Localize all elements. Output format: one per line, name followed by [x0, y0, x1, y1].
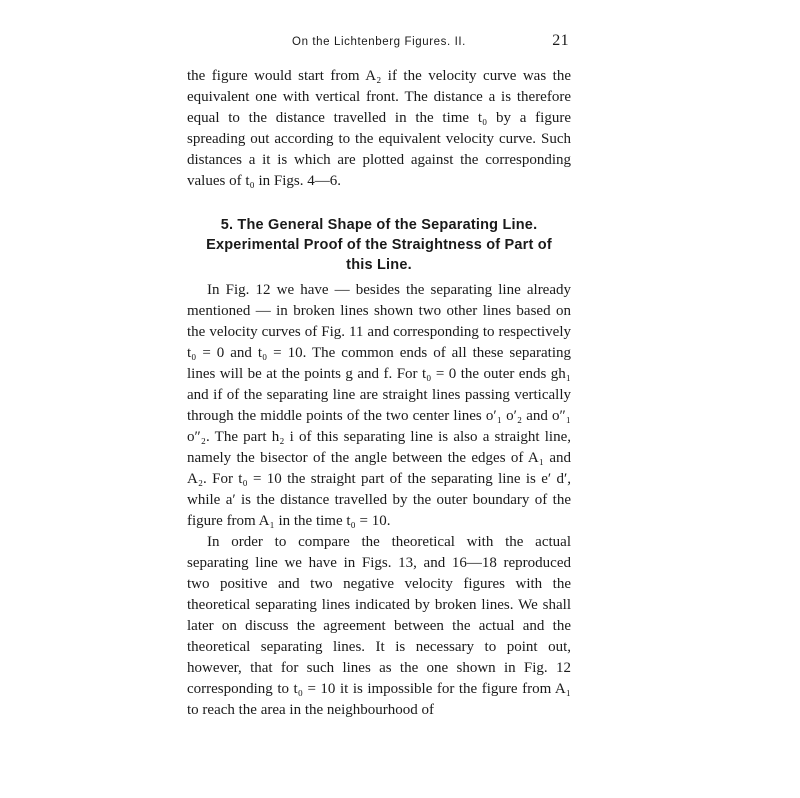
book-page [187, 32, 571, 721]
section-heading-line: 5. The General Shape of the Separating Line. [220, 217, 538, 233]
running-head [187, 32, 571, 56]
section-heading-line: this Line. [346, 257, 412, 273]
paragraph: In order to compare the theoretical with the actual separating line we have in Figs. 13, and 16—18 reproduced two positive and two negative velocity figures with the theoretical separating lines indicated by broken lines. We shall later on discuss the agreement between the actual and the theoretical separating lines. It is necessary to point out, however, that for such lines as the one shown in Fig. 12 corresponding to t₀ = 10 it is impossible for the figure from A₁ to reach the area in the neighbourhood of [187, 534, 571, 718]
page-number: 21 [552, 32, 569, 49]
section-heading-line: Experimental Proof of the Straightness of Part of [206, 237, 552, 253]
running-title: On the Lichtenberg Figures. II. [292, 36, 466, 48]
paragraph: In Fig. 12 we have — besides the separating line already mentioned — in broken lines shown two other lines based on the velocity curves of Fig. 11 and corresponding to respectively t₀ = 0 and t₀ = 10. The common ends of all these separating lines will be at the points g and f. For t₀ = 0 the outer ends gh₁ and if of the separating line are straight lines passing vertically through the middle points of the two center lines o′₁ o′₂ and o″₁ o″₂. The part h₂ i of this separating line is also a straight line, namely the bisector of the angle between the edges of A₁ and A₂. For t₀ = 10 the straight part of the separating line is e′ d′, while a′ is the distance travelled by the outer boundary of the figure from A₁ in the time t₀ = 10. [187, 282, 571, 529]
body-text [187, 66, 571, 721]
section-heading [187, 215, 571, 275]
paragraph-continuation: the figure would start from A₂ if the velocity curve was the equivalent one with vertical front. The distance a is therefore equal to the distance travelled in the time t₀ by a figure spreading out according to the equivalent velocity curve. Such distances a it is which are plotted against the corresponding values of t₀ in Figs. 4—6. [187, 68, 571, 189]
